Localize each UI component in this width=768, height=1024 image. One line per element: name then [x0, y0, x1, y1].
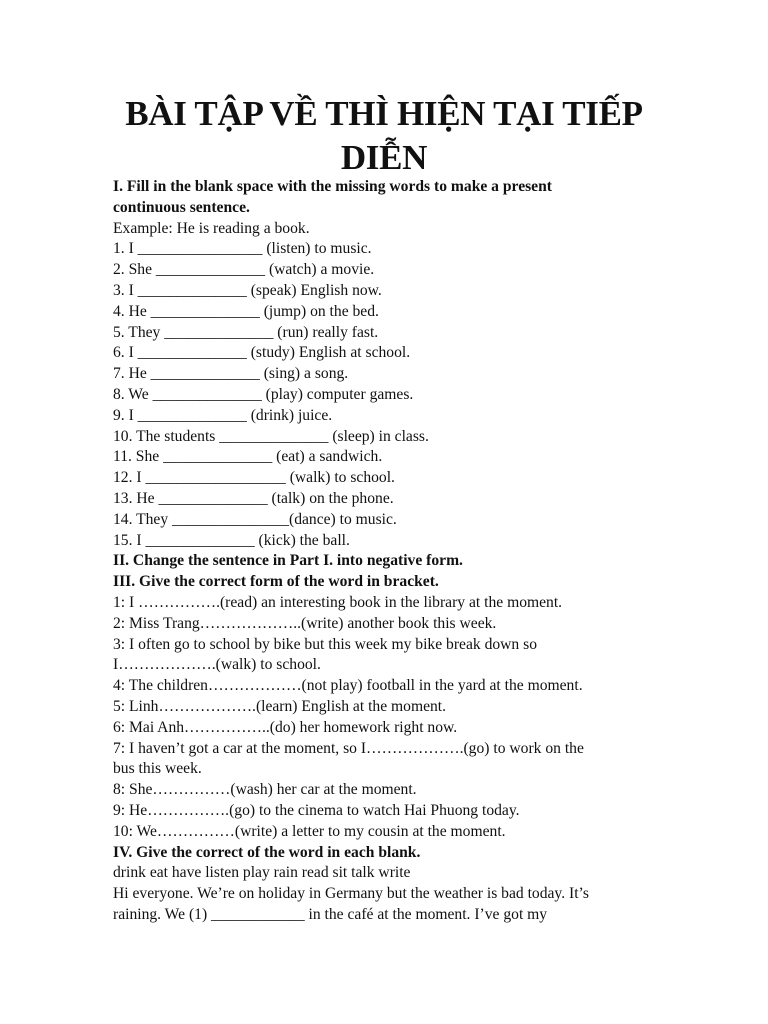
exercise-item: 12. I __________________ (walk) to school. — [113, 469, 395, 487]
example-sentence: Example: He is reading a book. — [113, 219, 310, 237]
passage-line: Hi everyone. We’re on holiday in Germany but the weather is bad today. It’s — [113, 885, 589, 903]
title-line-2: DIỄN — [340, 138, 428, 177]
word-bank: drink eat have listen play rain read sit talk write — [113, 864, 411, 882]
exercise-line: 1: I …………….(read) an interesting book in the library at the moment. — [113, 593, 563, 611]
page-title — [60, 92, 708, 180]
exercise-item: 4. He ______________ (jump) on the bed. — [113, 302, 379, 320]
exercise-line: 10: We……………(write) a letter to my cousin at the moment. — [113, 822, 506, 840]
exercise-item: 14. They _______________(dance) to music. — [113, 510, 397, 528]
exercise-item: 6. I ______________ (study) English at school. — [113, 344, 411, 362]
exercise-line: 7: I haven’t got a car at the moment, so I……………….(go) to work on the — [113, 739, 584, 757]
section-3-heading: III. Give the correct form of the word in bracket. — [113, 573, 439, 591]
section-2-heading: II. Change the sentence in Part I. into negative form. — [113, 552, 463, 570]
worksheet-content — [113, 177, 673, 926]
exercise-item: 7. He ______________ (sing) a song. — [113, 365, 349, 383]
exercise-item: 13. He ______________ (talk) on the phone. — [113, 489, 394, 507]
exercise-item: 9. I ______________ (drink) juice. — [113, 406, 333, 424]
exercise-item: 1. I ________________ (listen) to music. — [113, 240, 372, 258]
exercise-item: 5. They ______________ (run) really fast. — [113, 323, 379, 341]
exercise-line: I……………….(walk) to school. — [113, 656, 321, 674]
exercise-line: 6: Mai Anh……………..(do) her homework right now. — [113, 718, 458, 736]
exercise-line: 4: The children………………(not play) football in the yard at the moment. — [113, 677, 583, 695]
exercise-item: 11. She ______________ (eat) a sandwich. — [113, 448, 383, 466]
exercise-line: 9: He…………….(go) to the cinema to watch Hai Phuong today. — [113, 801, 520, 819]
title-line-1: BÀI TẬP VỀ THÌ HIỆN TẠI TIẾP — [125, 94, 643, 133]
exercise-line: 3: I often go to school by bike but this week my bike break down so — [113, 635, 537, 653]
exercise-item: 10. The students ______________ (sleep) in class. — [113, 427, 429, 445]
section-4-heading: IV. Give the correct of the word in each blank. — [113, 843, 421, 861]
exercise-item: 3. I ______________ (speak) English now. — [113, 281, 382, 299]
exercise-item: 8. We ______________ (play) computer games. — [113, 385, 414, 403]
exercise-line: bus this week. — [113, 760, 202, 778]
passage-line: raining. We (1) ____________ in the café at the moment. I’ve got my — [113, 905, 548, 923]
exercise-line: 2: Miss Trang………………..(write) another book this week. — [113, 614, 497, 632]
exercise-line: 5: Linh……………….(learn) English at the moment. — [113, 697, 447, 715]
exercise-item: 15. I ______________ (kick) the ball. — [113, 531, 350, 549]
section-1-heading-cont: continuous sentence. — [113, 198, 250, 216]
exercise-item: 2. She ______________ (watch) a movie. — [113, 261, 375, 279]
exercise-line: 8: She……………(wash) her car at the moment. — [113, 781, 417, 799]
section-1-heading: I. Fill in the blank space with the missing words to make a present — [113, 178, 552, 195]
